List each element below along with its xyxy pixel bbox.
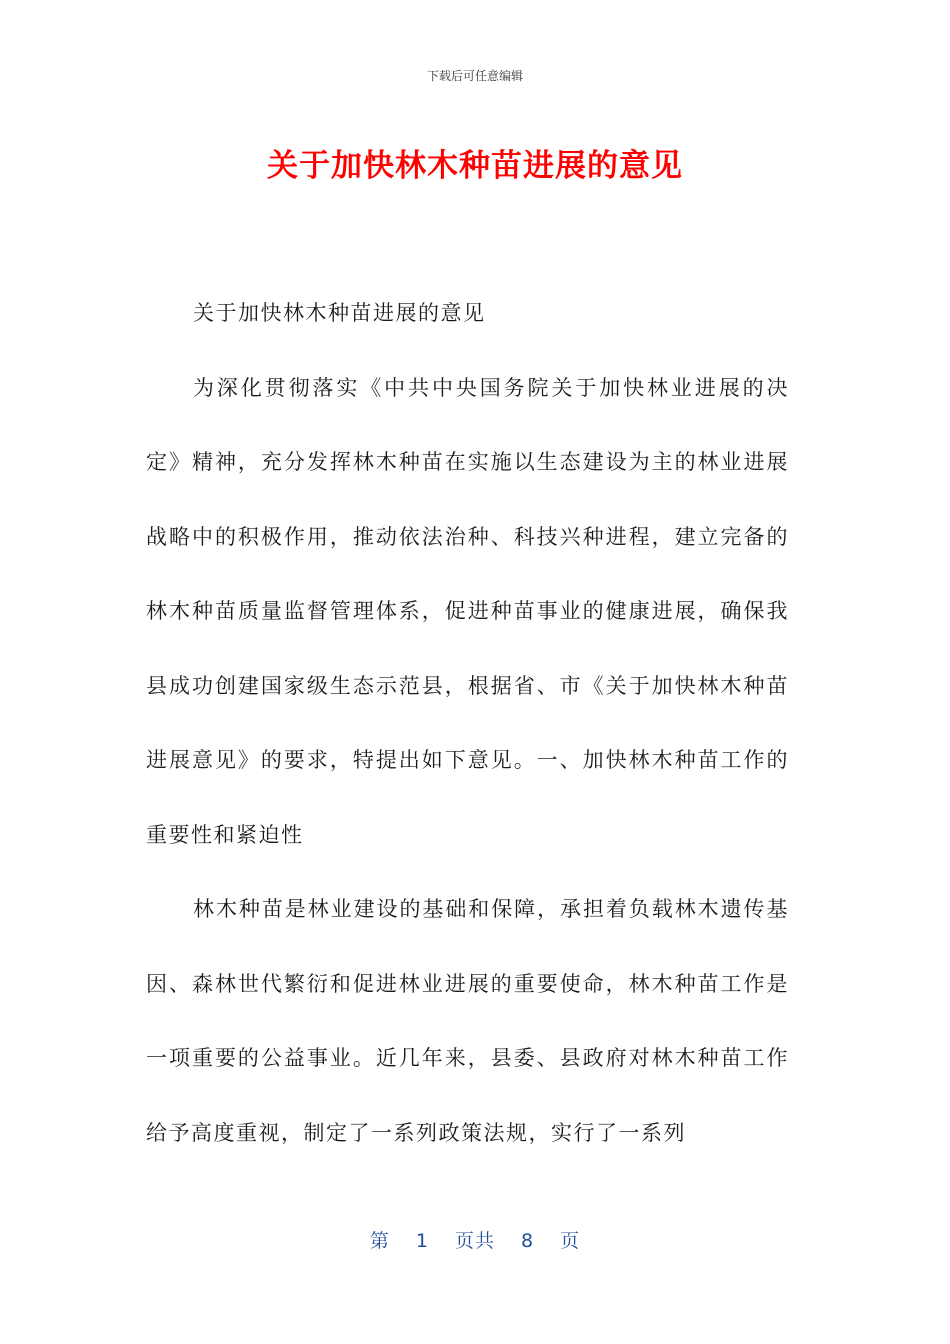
footer-total-pages: 8 [521,1230,535,1252]
page-footer [0,1226,950,1253]
footer-prefix: 第 [369,1230,390,1252]
paragraph: 关于加快林木种苗进展的意见 [193,301,486,325]
document-title: 关于加快林木种苗进展的意见 [267,148,683,184]
paragraph: 林木种苗是林业建设的基础和保障，承担着负载林木遗传基因、森林世代繁衍和促进林业进展的重要使命，林木种苗工作是一项重要的公益事业。近几年来，县委、县政府对林木种苗工作给予高度重视，制定了一系列政策法规，实行了一系列 [146,897,789,1145]
header-note: 下载后可任意编辑 [426,69,523,83]
paragraph: 为深化贯彻落实《中共中央国务院关于加快林业进展的决定》精神，充分发挥林木种苗在实施以生态建设为主的林业进展战略中的积极作用，推动依法治种、科技兴种进程，建立完备的林木种苗质量监督管理体系，促进种苗事业的健康进展，确保我县成功创建国家级生态示范县，根据省、市《关于加快林木种苗进展意见》的要求，特提出如下意见。一、加快林木种苗工作的重要性和紧迫性 [146,375,789,847]
document-body [146,276,789,1170]
footer-middle: 页共 [454,1230,495,1252]
footer-suffix: 页 [560,1230,581,1252]
footer-page-number: 1 [415,1230,429,1252]
